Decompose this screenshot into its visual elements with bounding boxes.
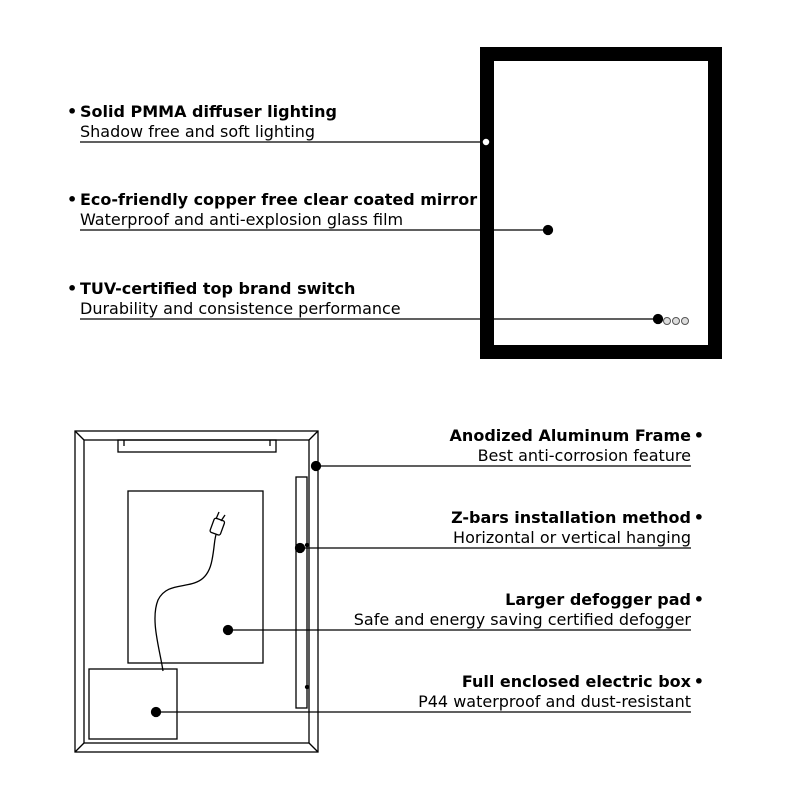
mirror-back-view — [75, 431, 318, 752]
defogger-pad — [128, 491, 263, 663]
frame-corner-br — [309, 743, 318, 752]
back-frame-outer — [75, 431, 318, 752]
feature-electric-box — [418, 672, 704, 712]
feature-defogger-pad — [353, 590, 704, 630]
feature-aluminum-frame — [449, 426, 704, 466]
leader-dot-diffuser — [482, 138, 490, 146]
top-z-bar — [118, 440, 276, 452]
bullet: • — [693, 508, 704, 527]
switch-button-3 — [682, 318, 689, 325]
feature-title: Larger defogger pad — [505, 590, 691, 609]
bullet: • — [693, 590, 704, 609]
electric-box — [89, 669, 177, 739]
feature-title: Eco-friendly copper free clear coated mirror — [80, 190, 478, 209]
leader-dot-switch — [654, 315, 663, 324]
feature-subtitle: Best anti-corrosion feature — [477, 446, 691, 465]
bullet: • — [693, 426, 704, 445]
feature-subtitle: Shadow free and soft lighting — [80, 122, 316, 141]
back-frame-inner — [84, 440, 309, 743]
feature-title: TUV-certified top brand switch — [80, 279, 356, 298]
feature-subtitle: Safe and energy saving certified defogger — [353, 610, 691, 629]
feature-z-bars — [451, 508, 704, 548]
switch-button-1 — [664, 318, 671, 325]
feature-subtitle: P44 waterproof and dust-resistant — [418, 692, 691, 711]
power-plug-icon — [210, 512, 225, 536]
feature-subtitle: Waterproof and anti-explosion glass film — [80, 210, 404, 229]
feature-subtitle: Durability and consistence performance — [80, 299, 401, 318]
side-z-bar-screw-1 — [306, 544, 309, 547]
feature-title: Solid PMMA diffuser lighting — [80, 102, 337, 121]
frame-corner-tr — [309, 431, 318, 440]
feature-title: Z-bars installation method — [451, 508, 691, 527]
side-z-bar-screw-2 — [306, 686, 309, 689]
bullet: • — [67, 190, 78, 209]
side-z-bar — [296, 477, 307, 708]
feature-title: Full enclosed electric box — [461, 672, 691, 691]
leader-dot-zbar — [296, 544, 305, 553]
power-cord — [155, 532, 217, 671]
bullet: • — [67, 102, 78, 121]
mirror-front-view — [487, 54, 715, 352]
bullet: • — [67, 279, 78, 298]
led-frame-outline — [487, 54, 715, 352]
frame-corner-tl — [75, 431, 84, 440]
feature-brand-switch — [67, 279, 401, 319]
frame-corner-bl — [75, 743, 84, 752]
switch-button-2 — [673, 318, 680, 325]
leader-dot-electric-box — [152, 708, 161, 717]
bullet: • — [693, 672, 704, 691]
feature-subtitle: Horizontal or vertical hanging — [453, 528, 691, 547]
leader-dot-defogger — [224, 626, 233, 635]
leader-dot-frame — [312, 462, 321, 471]
leader-dot-mirror — [544, 226, 553, 235]
feature-diffuser-lighting — [67, 102, 337, 142]
feature-coated-mirror — [67, 190, 478, 230]
feature-title: Anodized Aluminum Frame — [449, 426, 691, 445]
touch-switch-buttons — [664, 318, 689, 325]
